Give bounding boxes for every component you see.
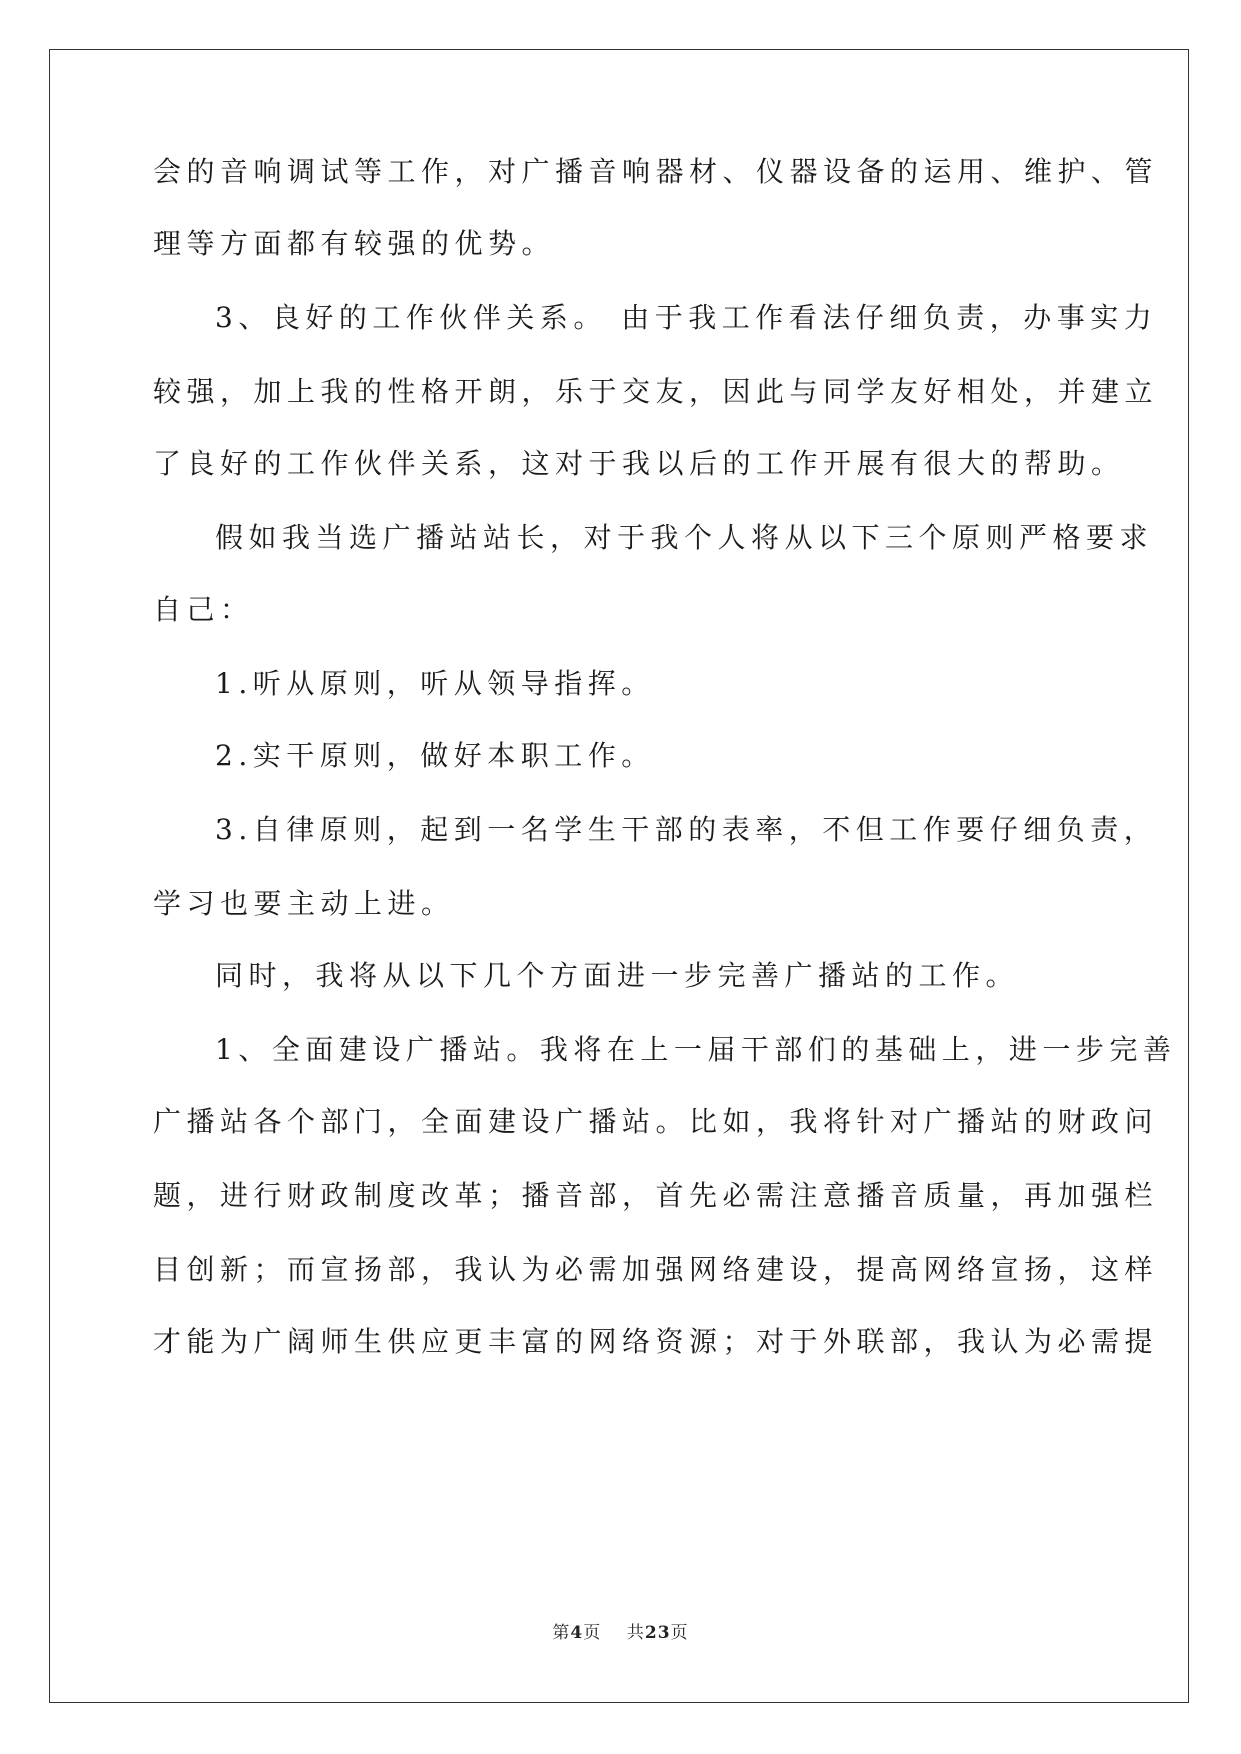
page-number: 4 <box>570 1623 584 1643</box>
total-label-suffix: 页 <box>670 1623 689 1643</box>
page-label-prefix: 第 <box>552 1623 571 1643</box>
page-label-suffix: 页 <box>583 1623 602 1643</box>
text-line-13: 1、全面建设广播站。我将在上一届干部们的基础上，进一步完善 <box>215 1033 1177 1066</box>
text-line-2: 理等方面都有较强的优势。 <box>153 227 556 260</box>
text-line-14: 广播站各个部门，全面建设广播站。比如，我将针对广播站的财政问 <box>153 1105 1159 1138</box>
text-line-15: 题，进行财政制度改革；播音部，首先必需注意播音质量，再加强栏 <box>153 1179 1159 1212</box>
text-line-5: 了良好的工作伙伴关系，这对于我以后的工作开展有很大的帮助。 <box>153 447 1125 480</box>
page-footer <box>0 1618 1241 1643</box>
text-line-9: 2.实干原则，做好本职工作。 <box>215 739 655 772</box>
total-pages: 23 <box>644 1623 671 1643</box>
text-line-6: 假如我当选广播站站长，对于我个人将从以下三个原则严格要求 <box>215 521 1154 554</box>
text-line-7: 自己： <box>153 593 254 626</box>
text-line-4: 较强，加上我的性格开朗，乐于交友，因此与同学友好相处，并建立 <box>153 375 1159 408</box>
text-line-12: 同时，我将从以下几个方面进一步完善广播站的工作。 <box>215 959 1020 992</box>
text-line-17: 才能为广阔师生供应更丰富的网络资源；对于外联部，我认为必需提 <box>153 1325 1159 1358</box>
text-line-3: 3、良好的工作伙伴关系。 由于我工作看法仔细负责，办事实力 <box>215 301 1158 334</box>
text-line-11: 学习也要主动上进。 <box>153 887 455 920</box>
text-line-1: 会的音响调试等工作，对广播音响器材、仪器设备的运用、维护、管 <box>153 155 1159 188</box>
text-line-10: 3.自律原则，起到一名学生干部的表率，不但工作要仔细负责， <box>215 813 1158 846</box>
text-line-8: 1.听从原则，听从领导指挥。 <box>215 667 655 700</box>
total-label-prefix: 共 <box>626 1623 645 1643</box>
text-line-16: 目创新；而宣扬部，我认为必需加强网络建设，提高网络宣扬，这样 <box>153 1253 1159 1286</box>
